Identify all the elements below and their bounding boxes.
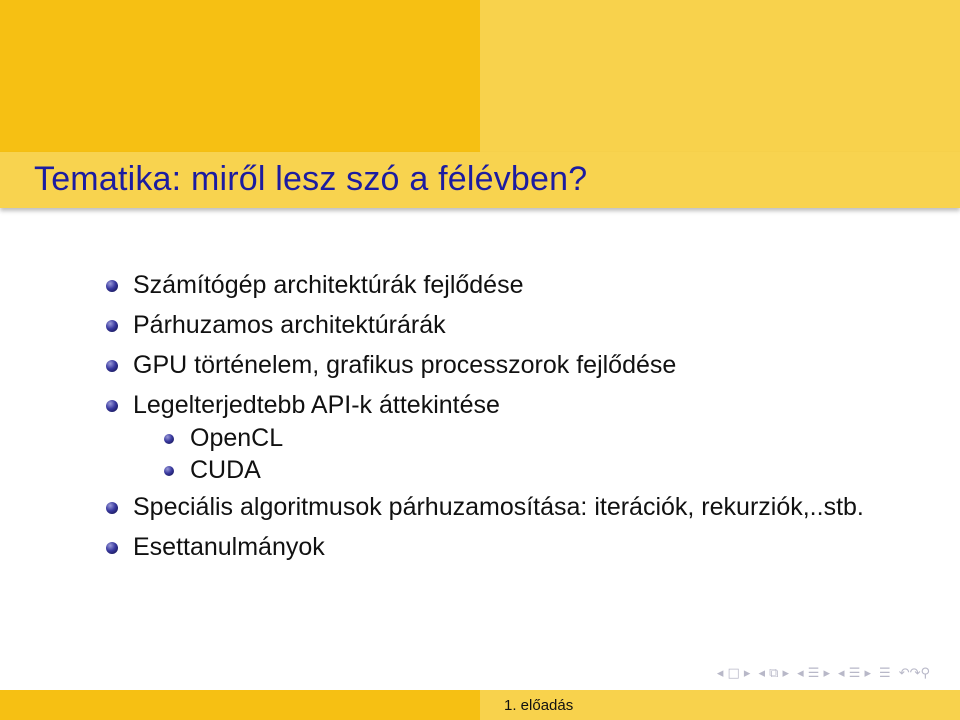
sub-bullet-ball-icon xyxy=(164,434,174,444)
list-item-text: Legelterjedtebb API-k áttekintése xyxy=(133,391,500,419)
bullet-list xyxy=(100,268,920,570)
sub-list-item-text: CUDA xyxy=(190,456,261,484)
sub-list-item xyxy=(158,422,920,454)
bullet-ball-icon xyxy=(106,400,118,412)
list-item-text: Számítógép architektúrák fejlődése xyxy=(133,271,524,299)
bullet-ball-icon xyxy=(106,502,118,514)
bullet-ball-icon xyxy=(106,360,118,372)
bullet-ball-icon xyxy=(106,542,118,554)
subsection-nav-icon[interactable]: ◂ ⧉ ▸ xyxy=(758,666,790,681)
list-item-text: GPU történelem, grafikus processzorok fejlődése xyxy=(133,351,677,379)
sub-list-item xyxy=(158,454,920,486)
footline-left-panel xyxy=(0,690,480,720)
list-item-text: Speciális algoritmusok párhuzamosítása: iterációk, rekurziók,..stb. xyxy=(133,493,864,521)
section-nav-icon[interactable]: ◂ ☰ ▸ xyxy=(797,666,831,681)
sub-list-item-text: OpenCL xyxy=(190,424,284,452)
list-item-text: Párhuzamos architektúrárák xyxy=(133,311,446,339)
list-item xyxy=(100,268,920,302)
list-item xyxy=(100,388,920,422)
back-forward-search-icon[interactable]: ↶↷⚲ xyxy=(898,666,930,681)
frame-nav-icon[interactable]: ◂ □ ▸ xyxy=(716,666,751,681)
list-item xyxy=(100,530,920,564)
frame-title: Tematika: miről lesz szó a félévben? xyxy=(34,160,588,198)
sublist-container xyxy=(100,422,920,486)
document-nav-icon[interactable]: ☰ xyxy=(879,666,891,681)
beamer-navigation-bar xyxy=(717,666,930,681)
headline-left-panel xyxy=(0,0,480,152)
sub-bullet-ball-icon xyxy=(164,466,174,476)
lecture-label: 1. előadás xyxy=(504,697,574,714)
list-item-text: Esettanulmányok xyxy=(133,533,325,561)
subsection-list-nav-icon[interactable]: ◂ ☰ ▸ xyxy=(838,666,872,681)
bullet-ball-icon xyxy=(106,280,118,292)
list-item xyxy=(100,348,920,382)
sub-bullet-list xyxy=(100,422,920,486)
footline-bar xyxy=(0,690,960,720)
headline-bar xyxy=(0,0,960,152)
headline-right-panel xyxy=(480,0,960,152)
list-item xyxy=(100,490,920,524)
bullet-ball-icon xyxy=(106,320,118,332)
list-item xyxy=(100,308,920,342)
